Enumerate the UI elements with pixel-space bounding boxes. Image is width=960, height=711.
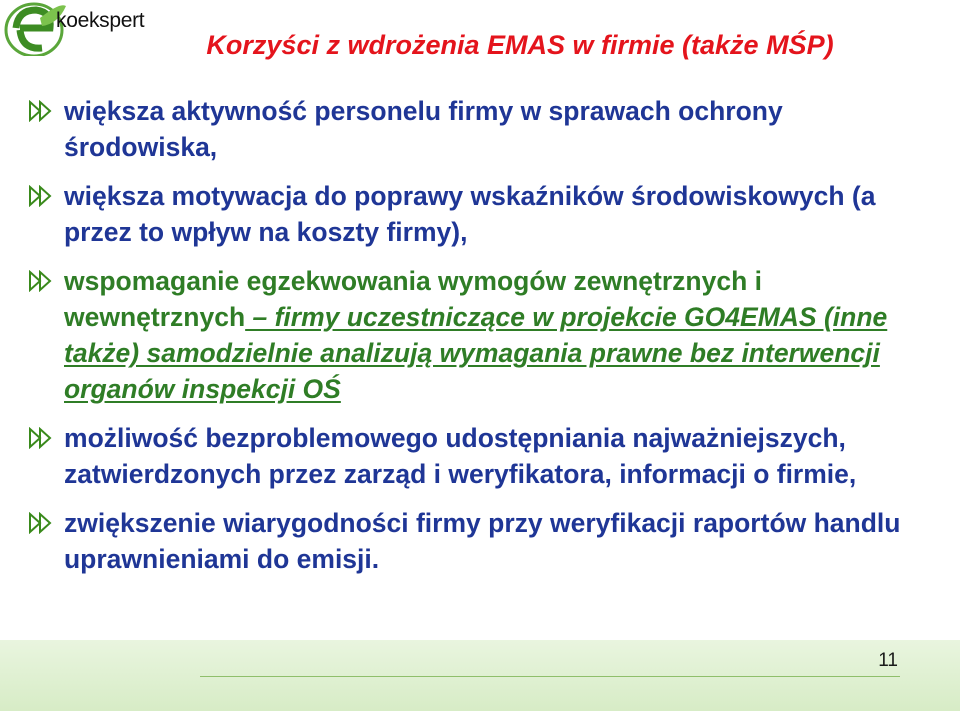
- bullet-item: [28, 178, 943, 250]
- arrow-bullet-icon: [28, 185, 54, 207]
- bullet-item: [28, 420, 943, 492]
- arrow-bullet-icon: [28, 270, 54, 292]
- arrow-bullet-icon: [28, 512, 54, 534]
- arrow-bullet-icon: [28, 100, 54, 122]
- bullet-text: większa motywacja do poprawy wskaźników środowiskowych (a przez to wpływ na koszty firmy),: [64, 181, 876, 247]
- page-title: Korzyści z wdrożenia EMAS w firmie (także MŚP): [206, 30, 834, 60]
- bullet-text: większa aktywność personelu firmy w sprawach ochrony środowiska,: [64, 96, 783, 162]
- bullet-list: [28, 93, 943, 590]
- page-number: 11: [878, 650, 898, 671]
- bullet-text: zwiększenie wiarygodności firmy przy weryfikacji raportów handlu uprawnieniami do emisji.: [64, 508, 901, 574]
- bullet-text: możliwość bezproblemowego udostępniania najważniejszych, zatwierdzonych przez zarząd i weryfikatora, informacji o firmie,: [64, 423, 857, 489]
- bullet-item: [28, 93, 943, 165]
- bullet-item: [28, 505, 943, 577]
- bullet-text: wspomaganie egzekwowania wymogów zewnętrznych i wewnętrznych: [64, 266, 762, 332]
- bullet-text-emphasis: – firmy uczestniczące w projekcie GO4EMAS (inne także) samodzielnie analizują wymagania prawne bez interwencji organów inspekcji OŚ: [64, 302, 888, 404]
- footer-divider: [200, 676, 900, 677]
- bullet-item: [28, 263, 943, 407]
- arrow-bullet-icon: [28, 427, 54, 449]
- logo-text: koekspert: [56, 9, 145, 32]
